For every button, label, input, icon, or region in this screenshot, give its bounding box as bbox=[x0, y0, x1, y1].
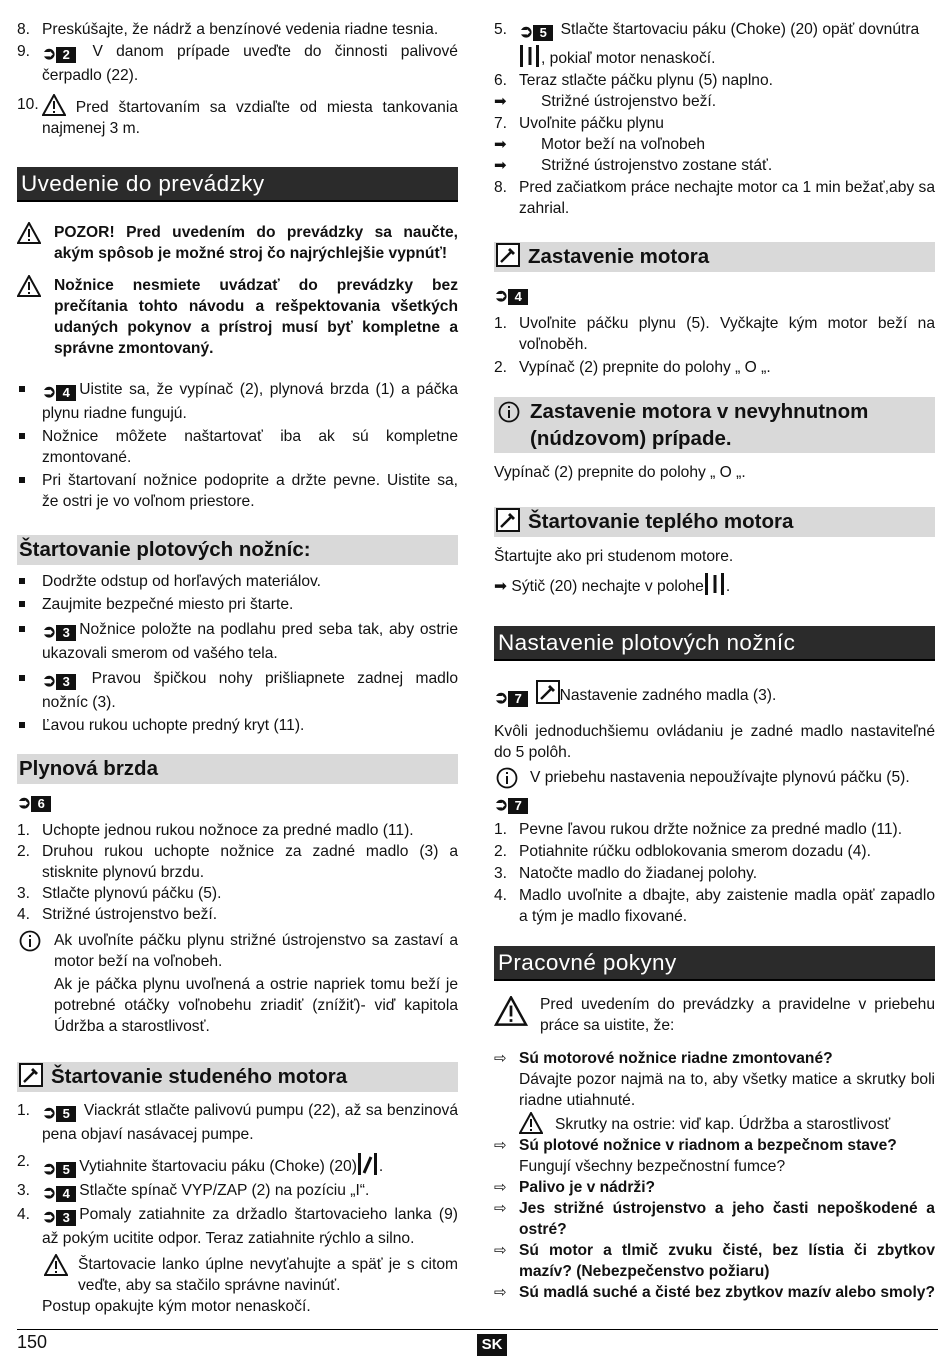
section-title-stop: Zastavenie motora bbox=[494, 242, 935, 272]
list-item: ➲ 3 Pravou špičkou nohy prišliapnete zadnej madlo nožníc (3). bbox=[17, 668, 458, 713]
tool-icon bbox=[496, 243, 520, 267]
warning-note: POZOR! Pred uvedením do prevádzky sa naučte, akým spôsob je možné stroj čo najrýchlejšie vypnúť! bbox=[17, 222, 458, 264]
list-item: 1. Uchopte jednou rukou nožnoce za predné madlo (11). bbox=[17, 822, 414, 839]
figure-ref-line bbox=[17, 790, 458, 814]
info-icon bbox=[19, 930, 41, 952]
list-item: 2. ➲ 5 Vytiahnite štartovaciu páku (Choke) (20) . bbox=[17, 1153, 384, 1178]
section-title-warm-start: Štartovanie teplého motora bbox=[494, 507, 935, 537]
footer-rule bbox=[17, 1329, 938, 1330]
warning-note: Pred uvedením do prevádzky a pravidelne v priebehu práce sa uistite, že: bbox=[494, 994, 935, 1036]
list-item: 1. Pevne ľavou rukou držte nožnice za predné madlo (11). bbox=[494, 821, 903, 838]
figure-ref: ➲ 7 bbox=[494, 688, 528, 709]
list-item: 2. Potiahnite rúčku odblokovania smerom dozadu (4). bbox=[494, 843, 871, 860]
list-item: Zaujmite bezpečné miesto pri štarte. bbox=[17, 594, 458, 615]
tool-icon bbox=[536, 680, 560, 704]
arrow-outline-icon: ⇨ bbox=[494, 1179, 507, 1196]
warm-start-content: Štartujte ako pri studenom motore. ➡ Sýtič (20) nechajte v polohe . bbox=[494, 546, 935, 597]
figure-ref: ➲ 5 bbox=[42, 1103, 76, 1124]
list-item: 5. ➲ 5 Stlačte štartovaciu páku (Choke) (20) opäť dovnútra , pokiaľ motor nenaskočí. bbox=[494, 21, 920, 67]
figure-ref: ➲ 3 bbox=[42, 622, 76, 643]
list-item: 4. Strižné ústrojenstvo beží. bbox=[17, 906, 218, 923]
warning-icon bbox=[42, 94, 66, 116]
arrow-outline-icon: ⇨ bbox=[494, 1050, 507, 1067]
list-item: 2. Vypínač (2) prepnite do polohy „ O „. bbox=[494, 359, 771, 376]
choke-closed-icon bbox=[357, 1151, 379, 1177]
result-line: ➡ Strižné ústrojenstvo zostane stáť. bbox=[494, 157, 773, 174]
arrow-right-icon: ➡ bbox=[494, 157, 507, 174]
arrow-right-icon: ➡ bbox=[494, 93, 507, 110]
figure-ref-line bbox=[494, 792, 935, 816]
warning-note: Nožnice nesmiete uvádzať do prevádzky bez prečítania tohto návodu a rešpektovania všetkých udaných pokynov a prístroj musí byť kompletne a správne zmontovaný. bbox=[17, 275, 458, 359]
figure-ref: ➲ 5 bbox=[519, 22, 553, 43]
figure-ref-line: ➲ 7 Nastavenie zadného madla (3). bbox=[494, 680, 935, 709]
list-item: Nožnice môžete naštartovať iba ak sú kompletne zmontované. bbox=[17, 426, 458, 468]
figure-ref: ➲ 3 bbox=[42, 671, 76, 692]
arrow-outline-icon: ⇨ bbox=[494, 1200, 507, 1217]
figure-ref-line bbox=[494, 283, 935, 307]
figure-ref: ➲ 4 bbox=[494, 286, 528, 307]
section-title-work: Pracovné pokyny bbox=[494, 946, 935, 981]
operation-warnings bbox=[17, 222, 458, 359]
figure-ref: ➲ 3 bbox=[42, 1207, 76, 1228]
list-item: 8. Pred začiatkom práce nechajte motor ca 1 min bežať,aby sa zahrial. bbox=[494, 179, 935, 217]
section-title-start: Štartovanie plotových nožníc: bbox=[17, 535, 458, 565]
section-title-cold-start: Štartovanie studeného motora bbox=[17, 1062, 458, 1092]
list-item: Pri štartovaní nožnice podoprite a držte pevne. Uistite sa, že ostri je vo voľnom priestore. bbox=[17, 470, 458, 512]
warning-note: Štartovacie lanko úplne nevyťahujte a späť je s citom veďte, aby sa stačilo správne navinúť. bbox=[17, 1254, 458, 1296]
figure-ref: ➲ 4 bbox=[42, 382, 76, 403]
list-item: 3. ➲ 4 Stlačte spínač VYP/ZAP (2) na pozíciu „I“. bbox=[17, 1182, 370, 1202]
result-line: ➡ Strižné ústrojenstvo beží. bbox=[494, 93, 717, 110]
figure-ref: ➲ 2 bbox=[42, 44, 76, 65]
result-line: ➡ Motor beží na voľnobeh bbox=[494, 136, 706, 153]
list-item: 6. Teraz stlačte páčku plynu (5) naplno. bbox=[494, 72, 773, 89]
setup-content: ➲ 7 Nastavenie zadného madla (3). Kvôli jednoduchšiemu ovládaniu je zadné madlo nastaviteľné do 5 polôh. V priebehu nastavenia nepoužívajte plynovú páčku (5). ➲ 7 1. Pevne ľavou rukou držte nožnice za predné madlo (11). 2. Potiahnite rúčku odblokovania smerom dozadu (4). 3. Natočte madlo do žiadanej polohy. 4. Madlo uvoľnite a dbajte, aby zaistenie madla opäť zapadlo a tým je madlo fixované. bbox=[494, 680, 935, 927]
cold-start-steps: 1. ➲ 5 Viackrát stlačte palivovú pumpu (22), až sa benzinová pena objaví nasávacej pumpe. 2. ➲ 5 Vytiahnite štartovaciu páku (Choke) (20) . 3. ➲ 4 Stlačte spínač VYP/ZAP (2) na pozíciu „I“. 4. ➲ 3 Pomaly zatiahnite za držadlo štartovacieho lanka (9) až pokým ucitite odpor. Teraz zatiahnite rýchlo a silno. Štartovacie lanko úplne nevyťahujte a späť je s citom veďte, aby sa stačilo správne navinúť. Postup opakujte kým motor nenaskočí. bbox=[17, 1102, 458, 1315]
info-note: V priebehu nastavenia nepoužívajte plynovú páčku (5). bbox=[494, 767, 935, 788]
check-item: ⇨ Sú motorové nožnice riadne zmontované? Dávajte pozor najmä na to, aby všetky matice a skrutky boli riadne utiahnuté. Skrutky na ostrie: viď kap. Údržba a starostlivosť bbox=[494, 1050, 935, 1133]
list-item: Ľavou rukou uchopte predný kryt (11). bbox=[17, 715, 458, 736]
list-item: ➲ 4 Uistite sa, že vypínač (2), plynová brzda (1) a páčka plynu riadne fungujú. bbox=[17, 379, 458, 424]
list-item: 9. ➲ 2 V danom prípade uveďte do činnosti palivové čerpadlo (22). bbox=[17, 43, 458, 84]
warning-icon bbox=[494, 996, 528, 1026]
section-title-brake: Plynová brzda bbox=[17, 754, 458, 784]
choke-open-icon bbox=[519, 43, 541, 69]
list-item: 3. Stlačte plynovú páčku (5). bbox=[17, 885, 222, 902]
arrow-right-icon: ➡ bbox=[494, 578, 508, 595]
list-item: 4. ➲ 3 Pomaly zatiahnite za držadlo štartovacieho lanka (9) až pokým ucitite odpor. Teraz zatiahnite rýchlo a silno. bbox=[17, 1206, 458, 1247]
section-title-setup: Nastavenie plotových nožníc bbox=[494, 626, 935, 661]
figure-ref: ➲ 5 bbox=[42, 1159, 76, 1180]
list-item: 4. Madlo uvoľnite a dbajte, aby zaistenie madla opäť zapadlo a tým je madlo fixované. bbox=[494, 887, 935, 925]
work-content bbox=[494, 994, 935, 1303]
tool-icon bbox=[19, 1063, 43, 1087]
result-line: ➡ Sýtič (20) nechajte v polohe . bbox=[494, 571, 935, 597]
top-list-left bbox=[17, 19, 458, 139]
page-number: 150 bbox=[17, 1332, 48, 1352]
arrow-outline-icon: ⇨ bbox=[494, 1137, 507, 1154]
warning-icon bbox=[44, 1254, 68, 1276]
tool-icon bbox=[496, 508, 520, 532]
list-item: 10. Pred štartovaním sa vzdiaľte od miesta tankovania najmenej 3 m. bbox=[17, 96, 458, 137]
info-icon bbox=[496, 767, 518, 789]
list-item: 7. Uvoľnite páčku plynu bbox=[494, 115, 664, 132]
warning-icon bbox=[17, 275, 41, 297]
emergency-text: Vypínač (2) prepnite do polohy „ O „. bbox=[494, 464, 746, 481]
checklist bbox=[494, 1048, 935, 1303]
list-item: Dodržte odstup od horľavých materiálov. bbox=[17, 571, 458, 592]
list-item: 1. ➲ 5 Viackrát stlačte palivovú pumpu (22), až sa benzinová pena objaví nasávacej pumpe. bbox=[17, 1102, 458, 1143]
section-title-operation: Uvedenie do prevádzky bbox=[17, 167, 458, 202]
list-item: 1. Uvoľnite páčku plynu (5). Vyčkajte kým motor beží na voľnoběh. bbox=[494, 315, 935, 353]
figure-ref: ➲ 4 bbox=[42, 1183, 76, 1204]
choke-open-icon bbox=[704, 571, 726, 597]
check-item: ⇨ Sú madlá suché a čisté bez zbytkov mazív alebo smoly? bbox=[494, 1284, 935, 1301]
language-badge: SK bbox=[477, 1334, 507, 1356]
warning-icon bbox=[17, 222, 41, 244]
section-title-emergency: Zastavenie motora v nevyhnutnom (núdzovom) prípade. bbox=[494, 397, 935, 453]
warning-icon bbox=[519, 1112, 543, 1134]
check-item: ⇨ Sú plotové nožnice v riadnom a bezpečnom stave? Fungují všechny bezpečnostní fumce? bbox=[494, 1137, 897, 1175]
check-item: ⇨ Palivo je v nádrži? bbox=[494, 1179, 656, 1196]
stop-content bbox=[494, 283, 935, 378]
figure-ref: ➲ 7 bbox=[494, 795, 528, 816]
operation-bullets bbox=[17, 379, 458, 512]
arrow-right-icon: ➡ bbox=[494, 136, 507, 153]
arrow-outline-icon: ⇨ bbox=[494, 1284, 507, 1301]
list-item: 8. Preskúšajte, že nádrž a benzínové vedenia riadne tesnia. bbox=[17, 21, 439, 38]
brake-content bbox=[17, 790, 458, 1037]
start-bullets bbox=[17, 571, 458, 736]
arrow-outline-icon: ⇨ bbox=[494, 1242, 507, 1259]
list-item: 2. Druhou rukou uchopte nožnice za zadné madlo (3) a stisknite plynovú brzdu. bbox=[17, 843, 458, 881]
check-item: ⇨ Sú motor a tlmič zvuku čisté, bez lístia či zbytkov mazív? (Nebezpečenstvo požiaru) bbox=[494, 1242, 935, 1280]
list-item: 3. Natočte madlo do žiadanej polohy. bbox=[494, 865, 758, 882]
info-icon bbox=[498, 401, 520, 423]
figure-ref: ➲ 6 bbox=[17, 793, 51, 814]
top-list-right bbox=[494, 19, 935, 219]
list-item: ➲ 3 Nožnice položte na podlahu pred seba tak, aby ostrie ukazovali smerom od vašého tela. bbox=[17, 619, 458, 664]
info-note: Ak uvoľníte páčku plynu strižné ústrojenstvo sa zastaví a motor beží na voľnobeh. Ak je páčka plynu uvoľnená a ostrie napriek tomu beží je potrebné otáčky voľnobehu zriadiť (znížiť)- viď kapitola Údržba a starostlivosť. bbox=[17, 930, 458, 1037]
check-item: ⇨ Jes strižné ústrojenstvo a jeho časti nepoškodené a ostré? bbox=[494, 1200, 935, 1238]
